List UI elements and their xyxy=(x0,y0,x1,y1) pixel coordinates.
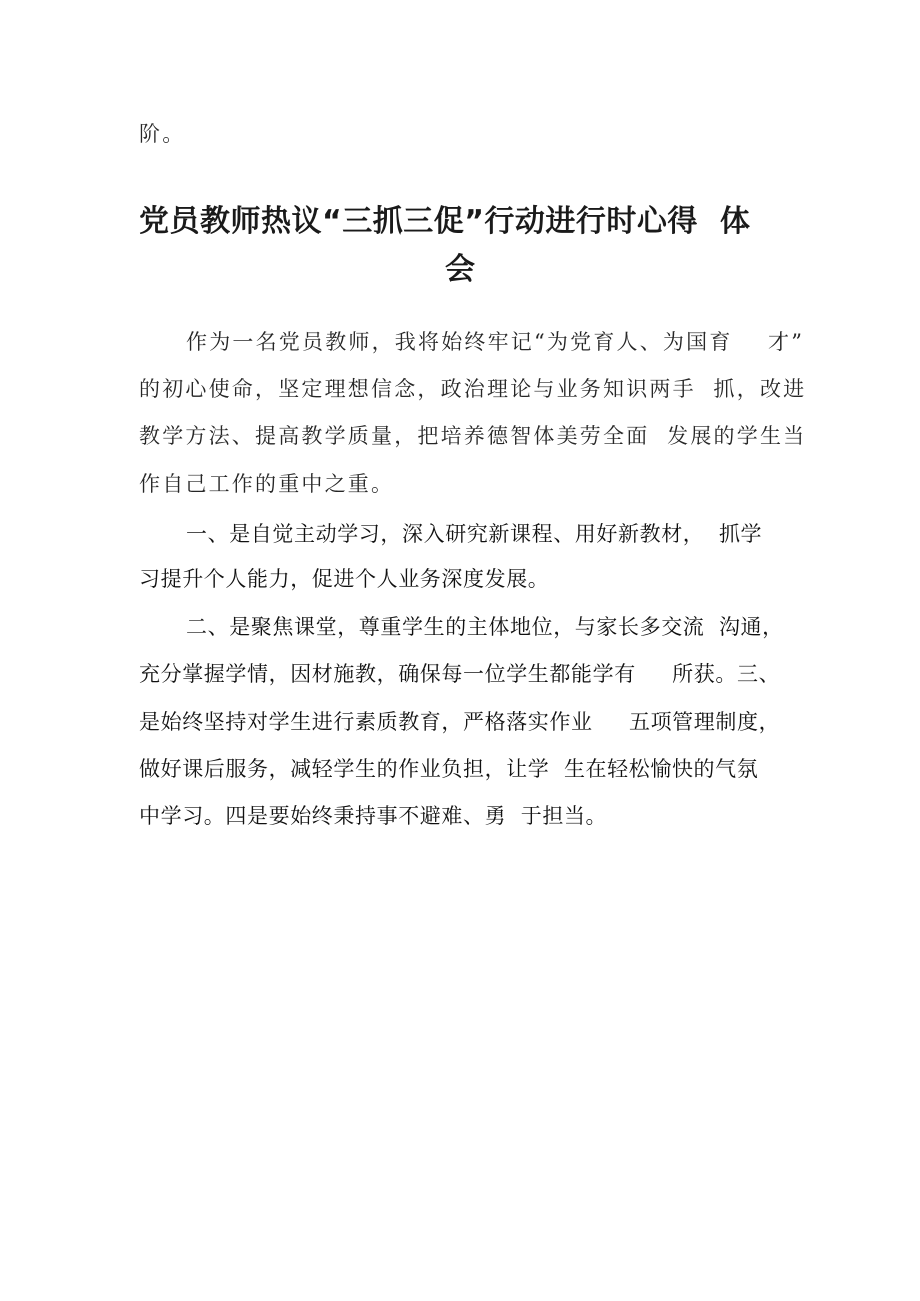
paragraph-2-line: 一、是自觉主动学习，深入研究新课程、用好新教材， 抓学 xyxy=(186,522,763,546)
paragraph-1-line: 作为一名党员教师，我将始终牢记“为党育人、为国育 才” xyxy=(186,330,805,354)
paragraph-1-line: 作自己工作的重中之重。 xyxy=(139,472,395,496)
paragraph-2-line: 习提升个人能力，促进个人业务深度发展。 xyxy=(139,567,550,591)
top-fragment: 阶。 xyxy=(139,122,186,146)
paragraph-3-line: 中学习。四是要始终秉持事不避难、勇 于担当。 xyxy=(139,804,608,828)
paragraph-1-line: 的初心使命，坚定理想信念，政治理论与业务知识两手 抓，改进 xyxy=(139,377,807,401)
paragraph-3-line: 充分掌握学情，因材施教，确保每一位学生都能学有 所获。三、 xyxy=(139,662,781,686)
paragraph-1-line: 教学方法、提高教学质量，把培养德智体美劳全面 发展的学生当 xyxy=(139,424,807,448)
paragraph-3-line: 做好课后服务，减轻学生的作业负担，让学 生在轻松愉快的气氛 xyxy=(139,757,759,781)
paragraph-3-line: 二、是聚焦课堂，尊重学生的主体地位，与家长多交流 沟通， xyxy=(186,615,784,639)
document-title-line-2: 会 xyxy=(445,252,475,287)
document-title-line-1: 党员教师热议“三抓三促”行动进行时心得 体 xyxy=(139,204,751,239)
paragraph-3-line: 是始终坚持对学生进行素质教育，严格落实作业 五项管理制度， xyxy=(139,710,781,734)
